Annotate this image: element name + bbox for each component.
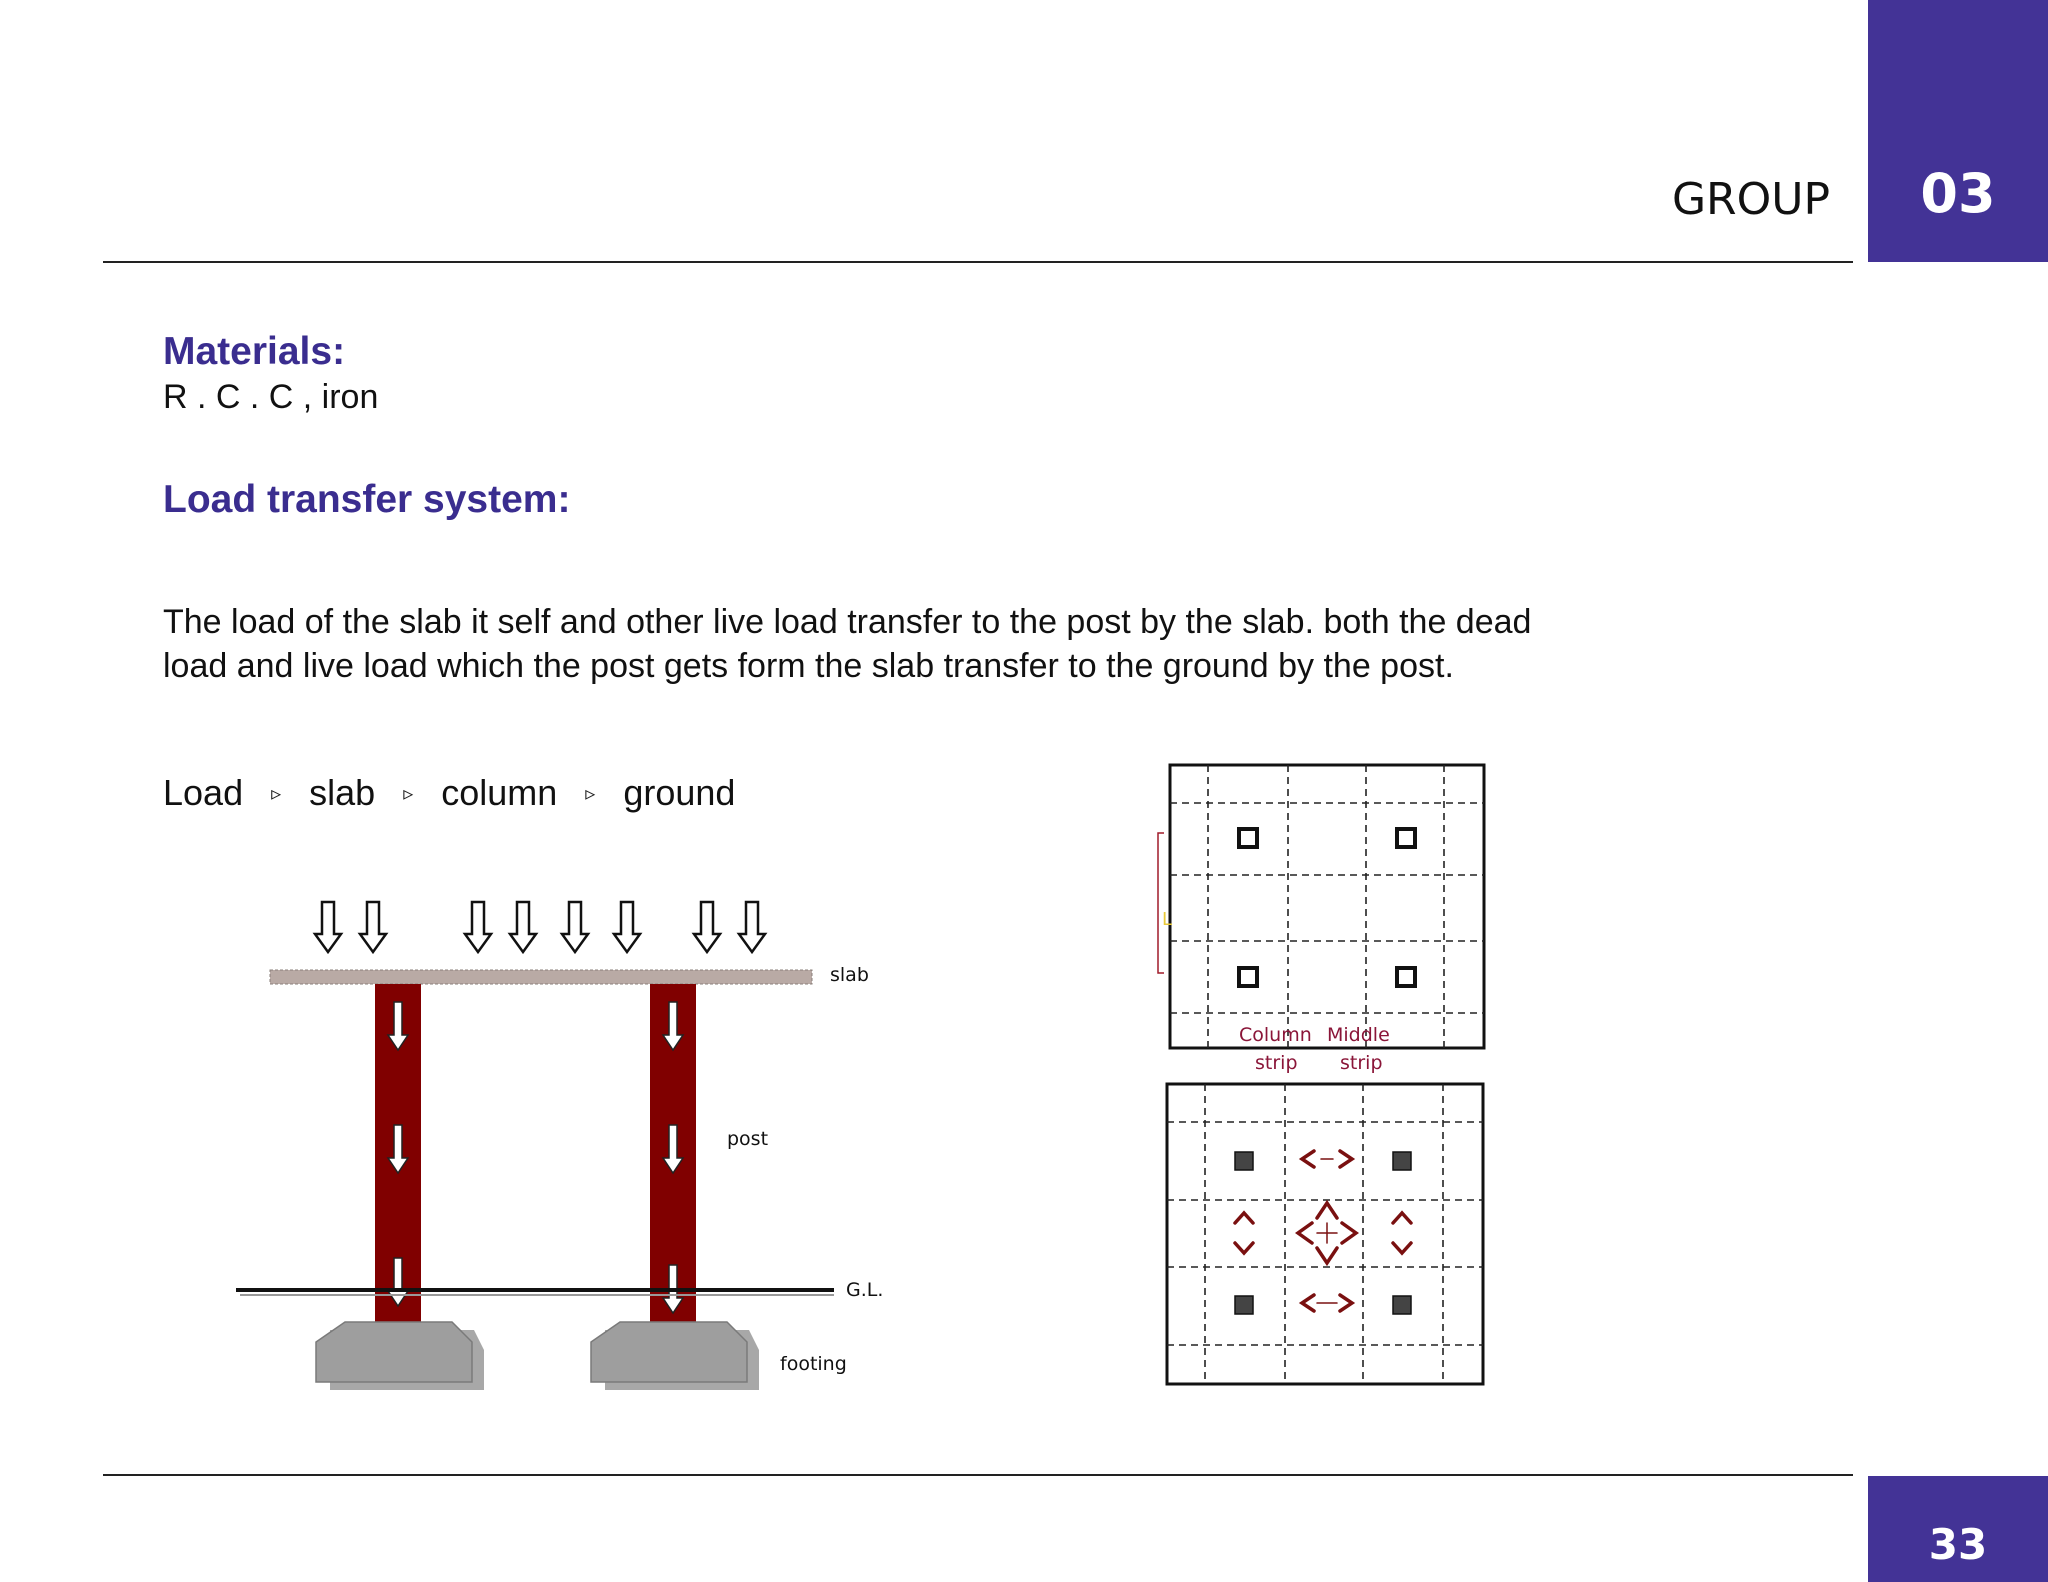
flow-step-slab: slab <box>309 772 376 813</box>
footing-left <box>316 1322 484 1390</box>
flow-arrow-icon: ▹ <box>271 782 282 805</box>
slab-shape <box>270 970 812 984</box>
column-strip-grid <box>1158 765 1484 1074</box>
flow-arrow-icon: ▹ <box>403 782 414 805</box>
load-arrows <box>315 902 765 952</box>
moment-arrows-icon <box>1235 1151 1411 1311</box>
moment-grid <box>1167 1084 1483 1384</box>
column-strip-label-2: strip <box>1255 1052 1298 1074</box>
post-arrows <box>388 1002 683 1313</box>
flow-step-load: Load <box>163 772 244 813</box>
middle-strip-label: Middle <box>1327 1024 1390 1046</box>
slab-label: slab <box>830 964 869 986</box>
page-number: 33 <box>1928 1520 1988 1569</box>
post-slab-diagram <box>230 880 910 1400</box>
header-divider <box>103 261 1853 263</box>
flow-step-column: column <box>441 772 558 813</box>
group-label: GROUP <box>1671 174 1830 225</box>
materials-text: R . C . C , iron <box>163 378 379 416</box>
gl-label: G.L. <box>846 1279 884 1301</box>
materials-heading: Materials: <box>163 330 346 373</box>
span-marker: L <box>1162 909 1173 930</box>
strip-diagrams <box>1130 755 1510 1395</box>
post-label: post <box>727 1128 769 1150</box>
load-transfer-heading: Load transfer system: <box>163 478 571 521</box>
middle-strip-label-2: strip <box>1340 1052 1383 1074</box>
flow-arrow-icon: ▹ <box>585 782 596 805</box>
load-transfer-paragraph: The load of the slab it self and other live load transfer to the post by the slab. both the dead load and live load which the post gets form the slab transfer to the ground by the post. <box>163 603 1532 685</box>
group-number: 03 <box>1920 162 1996 225</box>
footing-right <box>591 1322 759 1390</box>
load-flow <box>163 772 735 814</box>
footer-divider <box>103 1474 1853 1476</box>
flow-step-ground: ground <box>623 772 736 813</box>
footing-label: footing <box>780 1353 847 1375</box>
column-strip-label: Column <box>1239 1024 1312 1046</box>
